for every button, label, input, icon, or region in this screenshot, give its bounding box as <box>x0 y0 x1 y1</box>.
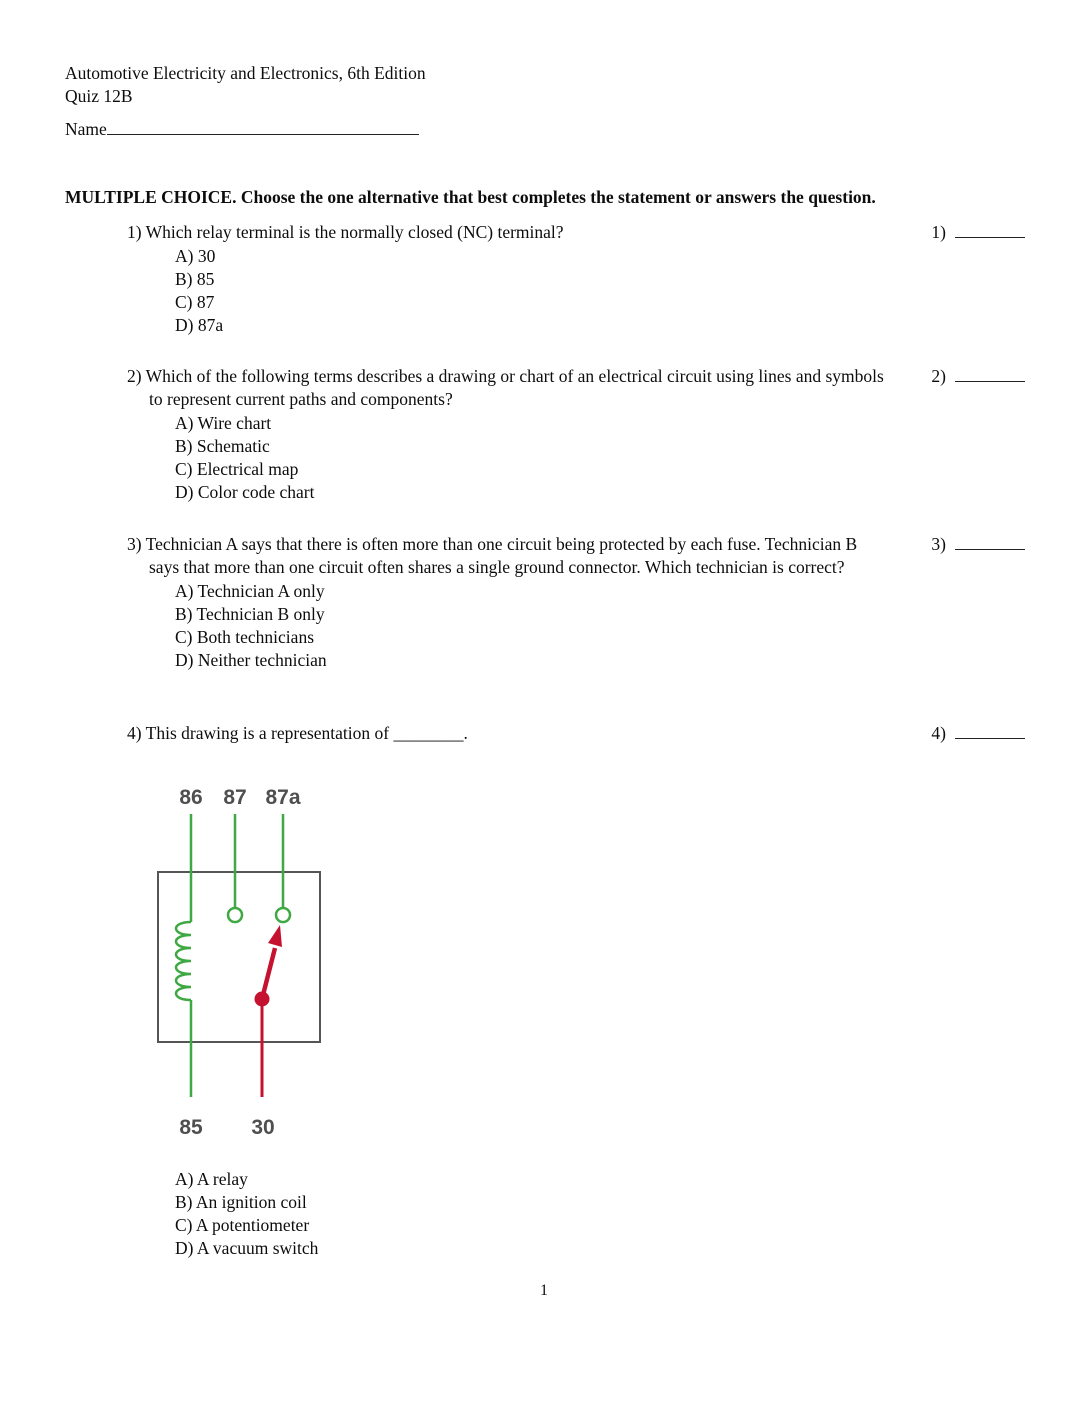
question-4-text: This drawing is a representation of ________. <box>145 723 468 743</box>
question-2-number: 2) <box>127 366 142 386</box>
answer-1-blank <box>955 222 1025 238</box>
terminal-87a-circle <box>276 908 290 922</box>
terminal-87-circle <box>228 908 242 922</box>
choice-item: A) A relay <box>175 1169 248 1189</box>
question-3 <box>127 533 889 579</box>
choice-item: C) A potentiometer <box>175 1215 310 1235</box>
switch-arrow-head <box>268 925 282 947</box>
choice-item: B) 85 <box>175 269 215 289</box>
question-4 <box>127 722 889 745</box>
question-block-4 <box>127 722 1025 745</box>
choice-item: B) Technician B only <box>175 604 325 624</box>
question-2-text: Which of the following terms describes a drawing or chart of an electrical circuit using lines and symbols to represent current paths and components? <box>145 366 884 409</box>
choice-item: B) Schematic <box>175 436 270 456</box>
choice-item: C) 87 <box>175 292 215 312</box>
question-1-answer-area <box>931 221 1025 244</box>
terminal-label-87: 87 <box>223 786 247 809</box>
choice-item: D) A vacuum switch <box>175 1238 319 1258</box>
terminal-label-85: 85 <box>179 1116 203 1139</box>
document-header <box>65 62 426 108</box>
question-1-choices <box>175 245 1025 337</box>
question-4-number: 4) <box>127 723 142 743</box>
terminal-label-86: 86 <box>179 786 203 809</box>
question-1 <box>127 221 889 244</box>
choice-item: B) An ignition coil <box>175 1192 307 1212</box>
question-2-answer-area <box>931 365 1025 388</box>
terminal-label-30: 30 <box>251 1116 275 1139</box>
page-number: 1 <box>540 1282 548 1299</box>
terminal-label-87a: 87a <box>265 786 301 809</box>
choice-item: C) Electrical map <box>175 459 299 479</box>
document-title: Automotive Electricity and Electronics, 6th Edition <box>65 63 426 83</box>
switch-arm <box>262 948 275 999</box>
name-row <box>65 118 419 141</box>
question-block-3 <box>127 533 1025 672</box>
question-4-choices <box>175 1168 318 1260</box>
answer-2-number: 2) <box>931 366 946 386</box>
choice-item: C) Both technicians <box>175 627 315 647</box>
choice-item: A) Technician A only <box>175 581 325 601</box>
choice-item: D) 87a <box>175 315 224 335</box>
name-blank <box>107 119 419 135</box>
choice-item: A) Wire chart <box>175 413 272 433</box>
choice-item: D) Neither technician <box>175 650 327 670</box>
choice-item: D) Color code chart <box>175 482 315 502</box>
question-block-1 <box>127 221 1025 337</box>
question-3-number: 3) <box>127 534 142 554</box>
answer-2-blank <box>955 366 1025 382</box>
answer-1-number: 1) <box>931 222 946 242</box>
answer-3-number: 3) <box>931 534 946 554</box>
instructions: MULTIPLE CHOICE. Choose the one alternative that best completes the statement or answers the question. <box>65 187 876 207</box>
question-4-answer-area <box>931 722 1025 745</box>
quiz-number: Quiz 12B <box>65 86 133 106</box>
relay-box <box>158 872 320 1042</box>
answer-4-number: 4) <box>931 723 946 743</box>
relay-diagram-svg <box>150 772 350 1152</box>
coil-symbol <box>176 922 191 1000</box>
choice-item: A) 30 <box>175 246 216 266</box>
switch-pivot-dot <box>255 992 270 1007</box>
question-2-choices <box>175 412 1025 504</box>
question-3-choices <box>175 580 1025 672</box>
answer-4-blank <box>955 723 1025 739</box>
relay-diagram <box>150 772 350 1152</box>
answer-3-blank <box>955 534 1025 550</box>
question-3-answer-area <box>931 533 1025 556</box>
question-1-number: 1) <box>127 222 142 242</box>
question-3-text: Technician A says that there is often more than one circuit being protected by each fuse. Technician B says that more than one circuit often shares a single ground connector. Which technician is correct? <box>145 534 858 577</box>
name-label: Name <box>65 119 107 139</box>
question-2 <box>127 365 889 411</box>
question-1-text: Which relay terminal is the normally closed (NC) terminal? <box>145 222 564 242</box>
question-block-2 <box>127 365 1025 504</box>
